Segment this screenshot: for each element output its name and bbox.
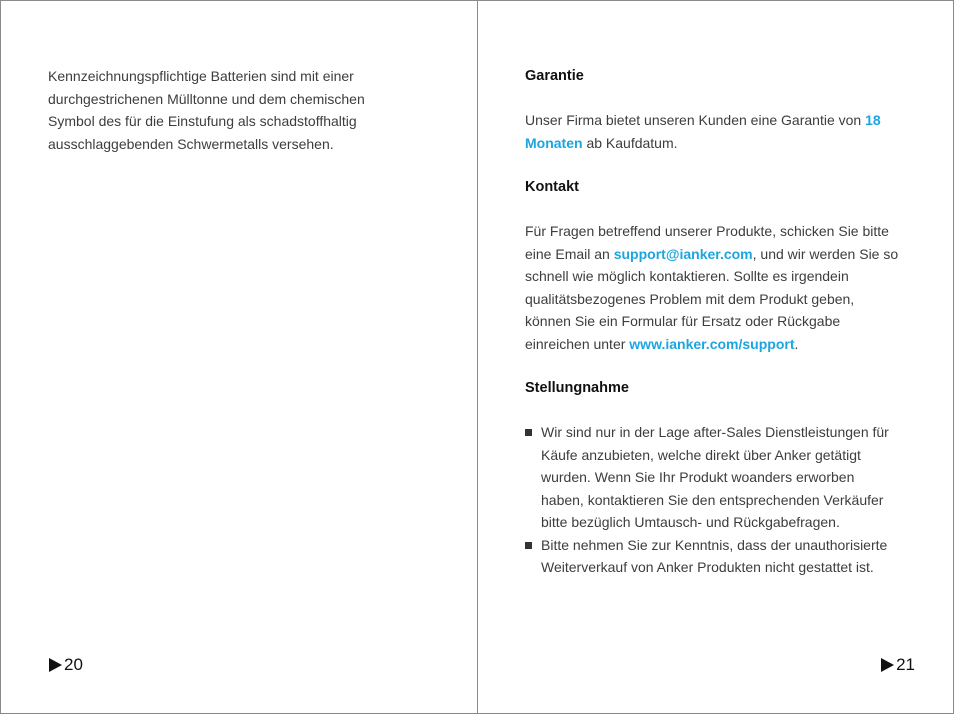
- page-number-right: [881, 655, 915, 675]
- page-number-left: [49, 655, 83, 675]
- kontakt-section: [525, 176, 900, 355]
- support-email-link[interactable]: support@ianker.com: [613, 245, 753, 262]
- garantie-text-after: ab Kaufdatum.: [582, 134, 678, 151]
- list-item-text: Bitte nehmen Sie zur Kenntnis, dass der unauthorisierte Weiterverkauf von Anker Produkten nicht gestattet ist.: [541, 536, 888, 575]
- garantie-text-before: Unser Firma bietet unseren Kunden eine Garantie von: [525, 112, 866, 128]
- left-page: [0, 0, 478, 714]
- battery-disposal-paragraph: Kennzeichnungspflichtige Batterien sind mit einer durchgestrichenen Mülltonne und dem chemischen Symbol des für die Einstufung als schadstoffhaltig ausschlaggebenden Schwermetalls versehen.: [48, 68, 365, 152]
- stellungnahme-list: [525, 421, 900, 579]
- triangle-right-icon: [49, 658, 62, 672]
- square-bullet-icon: [525, 429, 532, 436]
- triangle-right-icon: [881, 658, 894, 672]
- kontakt-text: [525, 220, 900, 355]
- stellungnahme-section: [525, 377, 900, 579]
- right-content: [525, 65, 900, 601]
- list-item: [525, 421, 900, 534]
- list-item: [525, 534, 900, 579]
- square-bullet-icon: [525, 542, 532, 549]
- kontakt-text-2: , und wir werden Sie so schnell wie möglich kontaktieren. Sollte es irgendein qualitätsbezogenes Problem mit dem Produkt geben, können Sie ein Formular für Ersatz oder Rückgabe einreichen unter: [525, 245, 899, 352]
- kontakt-text-1: Für Fragen betreffend unserer Produkte, schicken Sie bitte eine Email an: [525, 223, 889, 262]
- garantie-section: [525, 65, 900, 154]
- page-number-right-label: 21: [896, 655, 915, 674]
- support-url-link[interactable]: www.ianker.com/support: [629, 335, 795, 352]
- list-item-text: Wir sind nur in der Lage after-Sales Dienstleistungen für Käufe anzubieten, welche direkt über Anker getätigt wurden. Wenn Sie Ihr Produkt woanders erworben haben, kontaktieren Sie den entsprechenden Verkäufer bitte bezüglich Umtausch- und Rückgabefragen.: [541, 424, 889, 530]
- garantie-heading: Garantie: [525, 68, 584, 84]
- right-page: [477, 0, 954, 714]
- page-number-left-label: 20: [64, 655, 83, 674]
- garantie-text: [525, 109, 900, 154]
- garantie-duration-highlight: 18 Monaten: [525, 112, 881, 151]
- kontakt-heading: Kontakt: [525, 179, 579, 195]
- stellungnahme-heading: Stellungnahme: [525, 380, 629, 396]
- kontakt-text-3: .: [794, 335, 799, 352]
